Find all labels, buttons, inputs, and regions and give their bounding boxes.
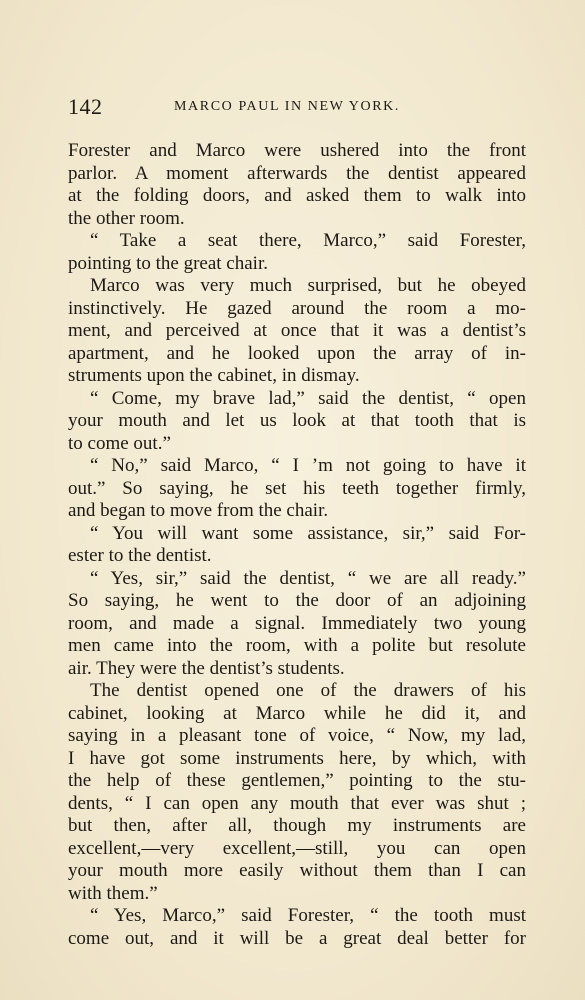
text-line: “ Come, my brave lad,” said the dentist, “ open [90, 387, 526, 409]
text-line: So saying, he went to the door of an adjoining [68, 590, 526, 611]
text-line: “ Yes, Marco,” said Forester, “ the tooth must [90, 905, 526, 926]
text-line: parlor. A moment afterwards the dentist appeared [68, 162, 526, 184]
text-line: apartment, and he looked upon the array of in- [68, 342, 526, 364]
text-line: Forester and Marco were ushered into the front [68, 140, 526, 161]
text-line: to come out.” [68, 432, 171, 454]
text-line: The dentist opened one of the drawers of his [90, 680, 526, 701]
text-line: ester to the dentist. [68, 545, 212, 566]
running-title: MARCO PAUL IN NEW YORK. [174, 99, 400, 114]
text-line: come out, and it will be a great deal better for [68, 927, 526, 949]
text-line: “ No,” said Marco, “ I ’m not going to have it [90, 455, 526, 476]
text-line: out.” So saying, he set his teeth together firmly, [68, 477, 526, 499]
text-line: “ Yes, sir,” said the dentist, “ we are all ready.” [90, 567, 526, 589]
text-line: dents, “ I can open any mouth that ever was shut ; [68, 792, 526, 814]
text-line: men came into the room, with a polite but resolute [68, 635, 526, 656]
text-line: struments upon the cabinet, in dismay. [68, 365, 360, 386]
text-line: with them.” [68, 882, 158, 904]
text-line: the other room. [68, 207, 185, 229]
text-line: ment, and perceived at once that it was a dentist’s [68, 320, 526, 341]
text-line: cabinet, looking at Marco while he did it, and [68, 702, 526, 724]
page-number: 142 [68, 94, 103, 119]
text-line: Marco was very much surprised, but he obeyed [90, 275, 526, 296]
text-line: pointing to the great chair. [68, 252, 268, 274]
text-line: your mouth more easily without them than I can [68, 860, 526, 881]
text-line: I have got some instruments here, by which, with [68, 747, 526, 769]
text-line: at the folding doors, and asked them to walk into [68, 185, 526, 206]
text-line: air. They were the dentist’s students. [68, 657, 345, 679]
text-line: excellent,—very excellent,—still, you can open [68, 837, 526, 859]
text-line: “ You will want some assistance, sir,” said For- [90, 522, 526, 544]
body-text [68, 140, 526, 950]
text-line: “ Take a seat there, Marco,” said Forester, [90, 230, 526, 251]
text-line: your mouth and let us look at that tooth that is [68, 410, 526, 431]
text-line: saying in a pleasant tone of voice, “ Now, my lad, [68, 725, 526, 746]
text-line: but then, after all, though my instruments are [68, 815, 526, 836]
text-line: the help of these gentlemen,” pointing to the stu- [68, 770, 526, 791]
text-line: and began to move from the chair. [68, 500, 329, 521]
text-line: room, and made a signal. Immediately two young [68, 612, 526, 634]
page-header [68, 94, 528, 120]
text-line: instinctively. He gazed around the room a mo- [68, 297, 526, 319]
